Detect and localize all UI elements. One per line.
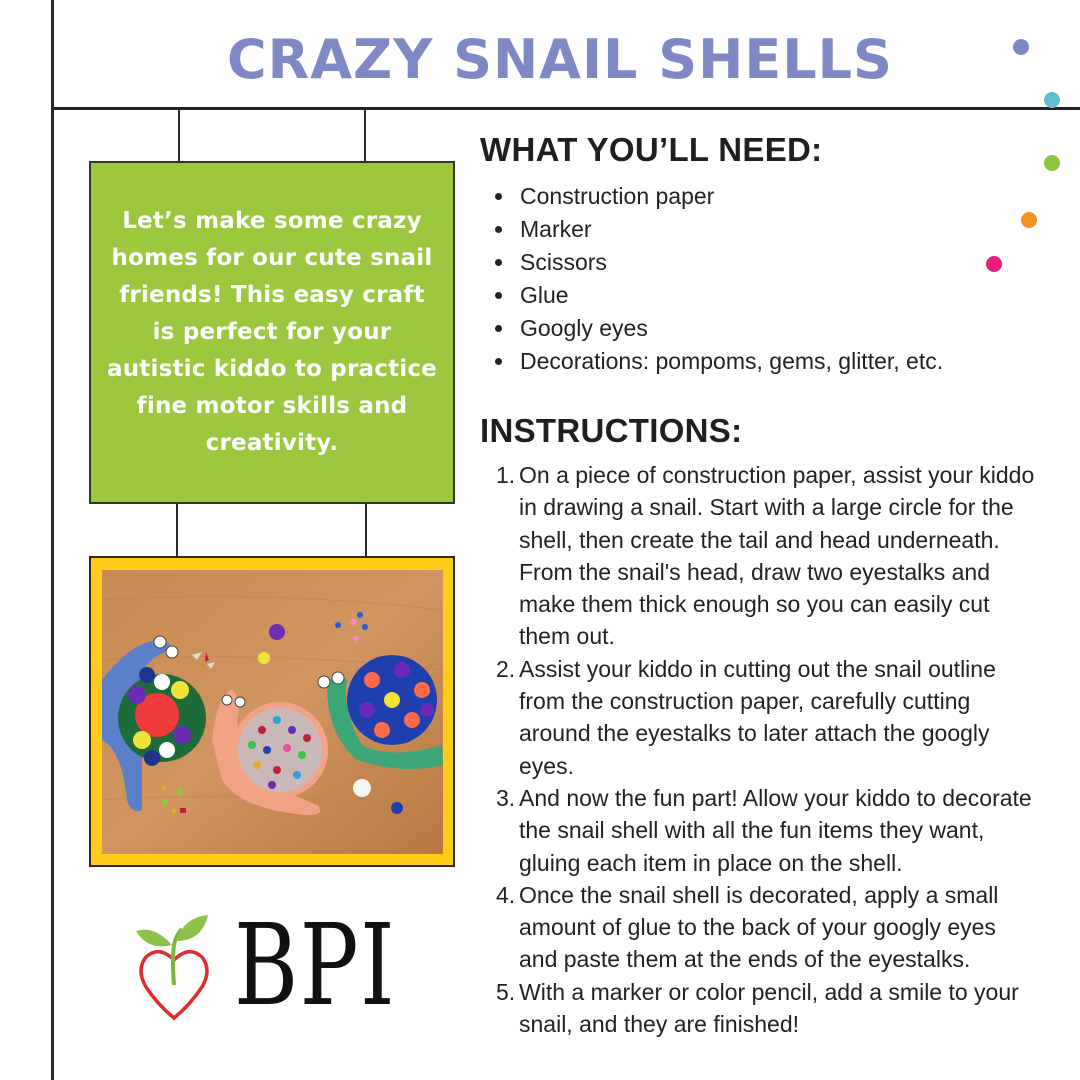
list-item: Construction paper [520,180,943,213]
photo-frame [89,556,455,867]
step-number: 5. [496,978,516,1005]
intro-text: Let’s make some crazy homes for our cute snail friends! This easy craft is perfect for your autistic kiddo to practice fine motor skills and creativity. [107,208,437,456]
bpi-logo [134,901,404,1031]
heart-sprout-icon [134,915,214,1025]
list-item [480,782,1040,879]
snail-craft-photo [102,570,443,854]
step-text: With a marker or color pencil, add a smile to your snail, and they are finished! [519,978,1019,1038]
connector-line [176,503,178,556]
left-border-line [51,0,54,1080]
decor-dot-orange [1021,212,1037,228]
needs-heading: WHAT YOU’LL NEED: [480,131,823,168]
step-text: Once the snail shell is decorated, apply a small amount of glue to the back of your googly eyes and paste them at the ends of the eyestalks. [519,881,999,973]
decor-dot-cyan [1044,92,1060,108]
list-item [480,459,1040,653]
connector-line [365,503,367,556]
list-item: Scissors [520,246,943,279]
connector-line [178,109,180,161]
page-title: CRAZY SNAIL SHELLS [227,28,893,91]
logo-text: BPI [234,901,397,1031]
decor-dot-pink [986,256,1002,272]
list-item: Glue [520,279,943,312]
list-item [480,976,1040,1041]
step-text: Assist your kiddo in cutting out the snail outline from the construction paper, carefully cutting around the eyestalks to later attach the googly eyes. [519,655,996,779]
list-item [480,653,1040,782]
step-number: 1. [496,462,516,488]
header-divider-line [51,107,1080,110]
step-number: 3. [496,784,516,811]
step-text: On a piece of construction paper, assist your kiddo in drawing a snail. Start with a large circle for the shell, then create the tail and head underneath. From the snail's head, draw two eyestalks and make them thick enough so you can easily cut them out. [519,462,1035,650]
decor-dot-purple [1013,39,1029,55]
instructions-heading: INSTRUCTIONS: [480,412,743,449]
instructions-list [480,459,1040,1040]
step-number: 2. [496,655,516,682]
intro-box [89,161,455,504]
list-item [480,879,1040,976]
decor-dot-green [1044,155,1060,171]
connector-line [364,109,366,161]
list-item: Decorations: pompoms, gems, glitter, etc. [520,345,943,378]
step-text: And now the fun part! Allow your kiddo to decorate the snail shell with all the fun items they want, gluing each item in place on the shell. [519,784,1032,876]
list-item: Marker [520,213,943,246]
list-item: Googly eyes [520,312,943,345]
needs-list [480,180,943,378]
step-number: 4. [496,881,516,908]
